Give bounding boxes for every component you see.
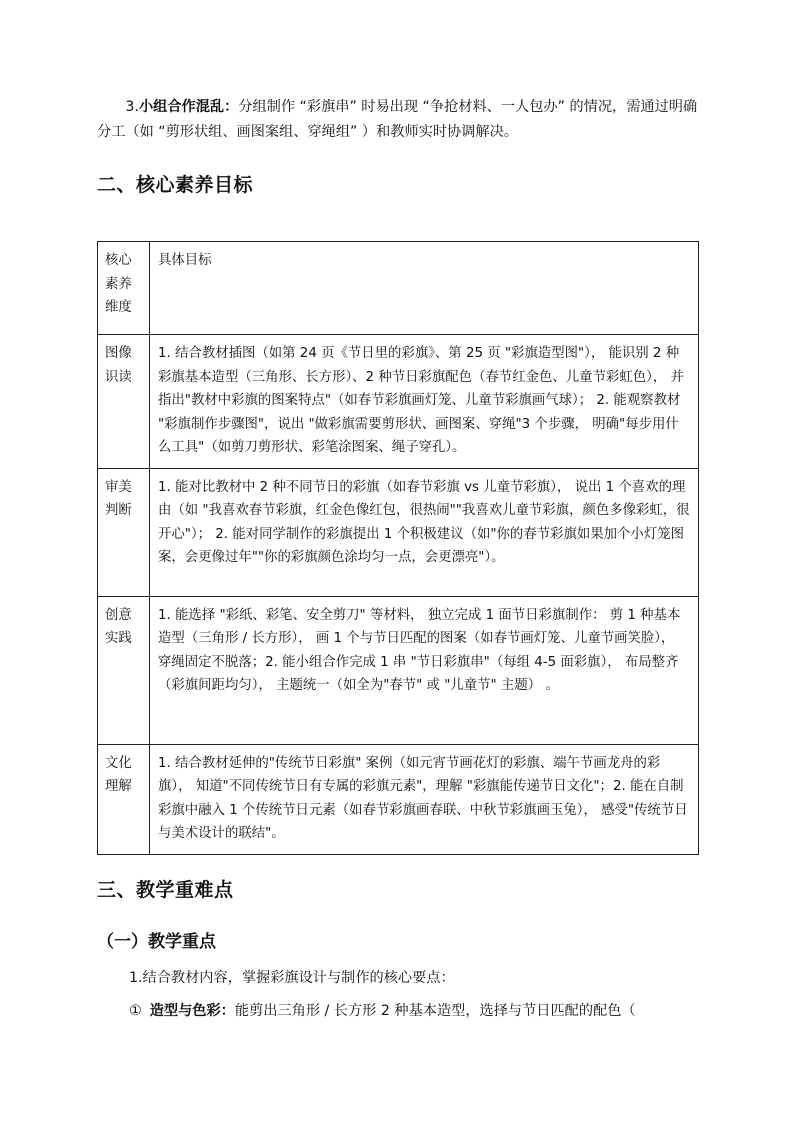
goal-cell: 1. 结合教材插图（如第 24 页《节日里的彩旗》、第 25 页 "彩旗造型图"）， 能识别 2 种彩旗基本造型（三角形、长方形）、2 种节日彩旗配色（春节红金色、儿童节彩虹色）， 并指出"教材中彩旗的图案特点"（如春节彩旗画灯笼、儿童节彩旗画气球）； 2. 能观察教材 "彩旗制作步骤图"，说出 "做彩旗需要剪形状、画图案、穿绳"3 个步骤， 明确"每步用什么工具"（如剪刀剪形状、彩笔涂图案、绳子穿孔）。 [150,335,699,469]
table-row [98,335,699,469]
dimension-cell: 图像识读 [98,335,150,469]
section-heading-core-literacy: 二、核心素养目标 [97,174,254,196]
intro-text: 分组制作 “彩旗串” 时易出现 “争抢材料、一人包办” 的情况，需通过明确分工（如 “剪形状组、画图案组、穿绳组” ）和教师实时协调解决。 [97,99,698,140]
table-row [98,596,699,744]
focus-line-1-text: 1.结合教材内容，掌握彩旗设计与制作的核心要点： [129,970,455,986]
item-text: 能剪出三角形 / 长方形 2 种基本造型，选择与节日匹配的配色（ [234,1003,636,1019]
table-row [98,744,699,854]
goal-cell: 1. 能对比教材中 2 种不同节日的彩旗（如春节彩旗 vs 儿童节彩旗）， 说出 1 个喜欢的理由（如 "我喜欢春节彩旗，红金色像红包，很热闹""我喜欢儿童节彩旗，颜色多像彩虹，很开心"）； 2. 能对同学制作的彩旗提出 1 个积极建议（如"你的春节彩旗如果加个小灯笼图案，会更像过年""你的彩旗颜色涂均匀一点，会更漂亮"）。 [150,468,699,596]
table-row [98,468,699,596]
intro-paragraph [97,95,699,144]
header-cell-goal: 具体目标 [150,242,699,335]
table-header-row [98,242,699,335]
item-bold-label: 造型与色彩： [149,1003,235,1019]
goal-cell: 1. 结合教材延伸的"传统节日彩旗" 案例（如元宵节画花灯的彩旗、端午节画龙舟的彩旗）， 知道"不同传统节日有专属的彩旗元素"，理解 "彩旗能传递节日文化"；2. 能在自制彩旗中融入 1 个传统节日元素（如春节彩旗画春联、中秋节彩旗画玉兔）， 感受"传统节日与美术设计的联结"。 [150,744,699,854]
goal-cell: 1. 能选择 "彩纸、彩笔、安全剪刀" 等材料， 独立完成 1 面节日彩旗制作： 剪 1 种基本造型（三角形 / 长方形）， 画 1 个与节日匹配的图案（如春节画灯笼、儿童节画笑脸）， 穿绳固定不脱落；2. 能小组合作完成 1 串 "节日彩旗串"（每组 4-5 面彩旗）， 布局整齐（彩旗间距均匀）， 主题统一（如全为"春节" 或 "儿童节" 主题） 。 [150,596,699,744]
subheading-teaching-focus: （一）教学重点 [97,932,216,952]
dimension-cell: 文化理解 [98,744,150,854]
item-marker: ① [129,1003,142,1019]
focus-item-1 [129,999,709,1024]
intro-prefix: 3. [125,99,139,115]
dimension-cell: 审美判断 [98,468,150,596]
core-literacy-table [97,241,699,855]
section-heading-key-difficulties: 三、教学重难点 [97,879,234,901]
header-cell-dimension: 核心素养维度 [98,242,150,335]
intro-bold-label: 小组合作混乱： [138,99,239,115]
focus-line-1 [129,966,699,991]
dimension-cell: 创意实践 [98,596,150,744]
